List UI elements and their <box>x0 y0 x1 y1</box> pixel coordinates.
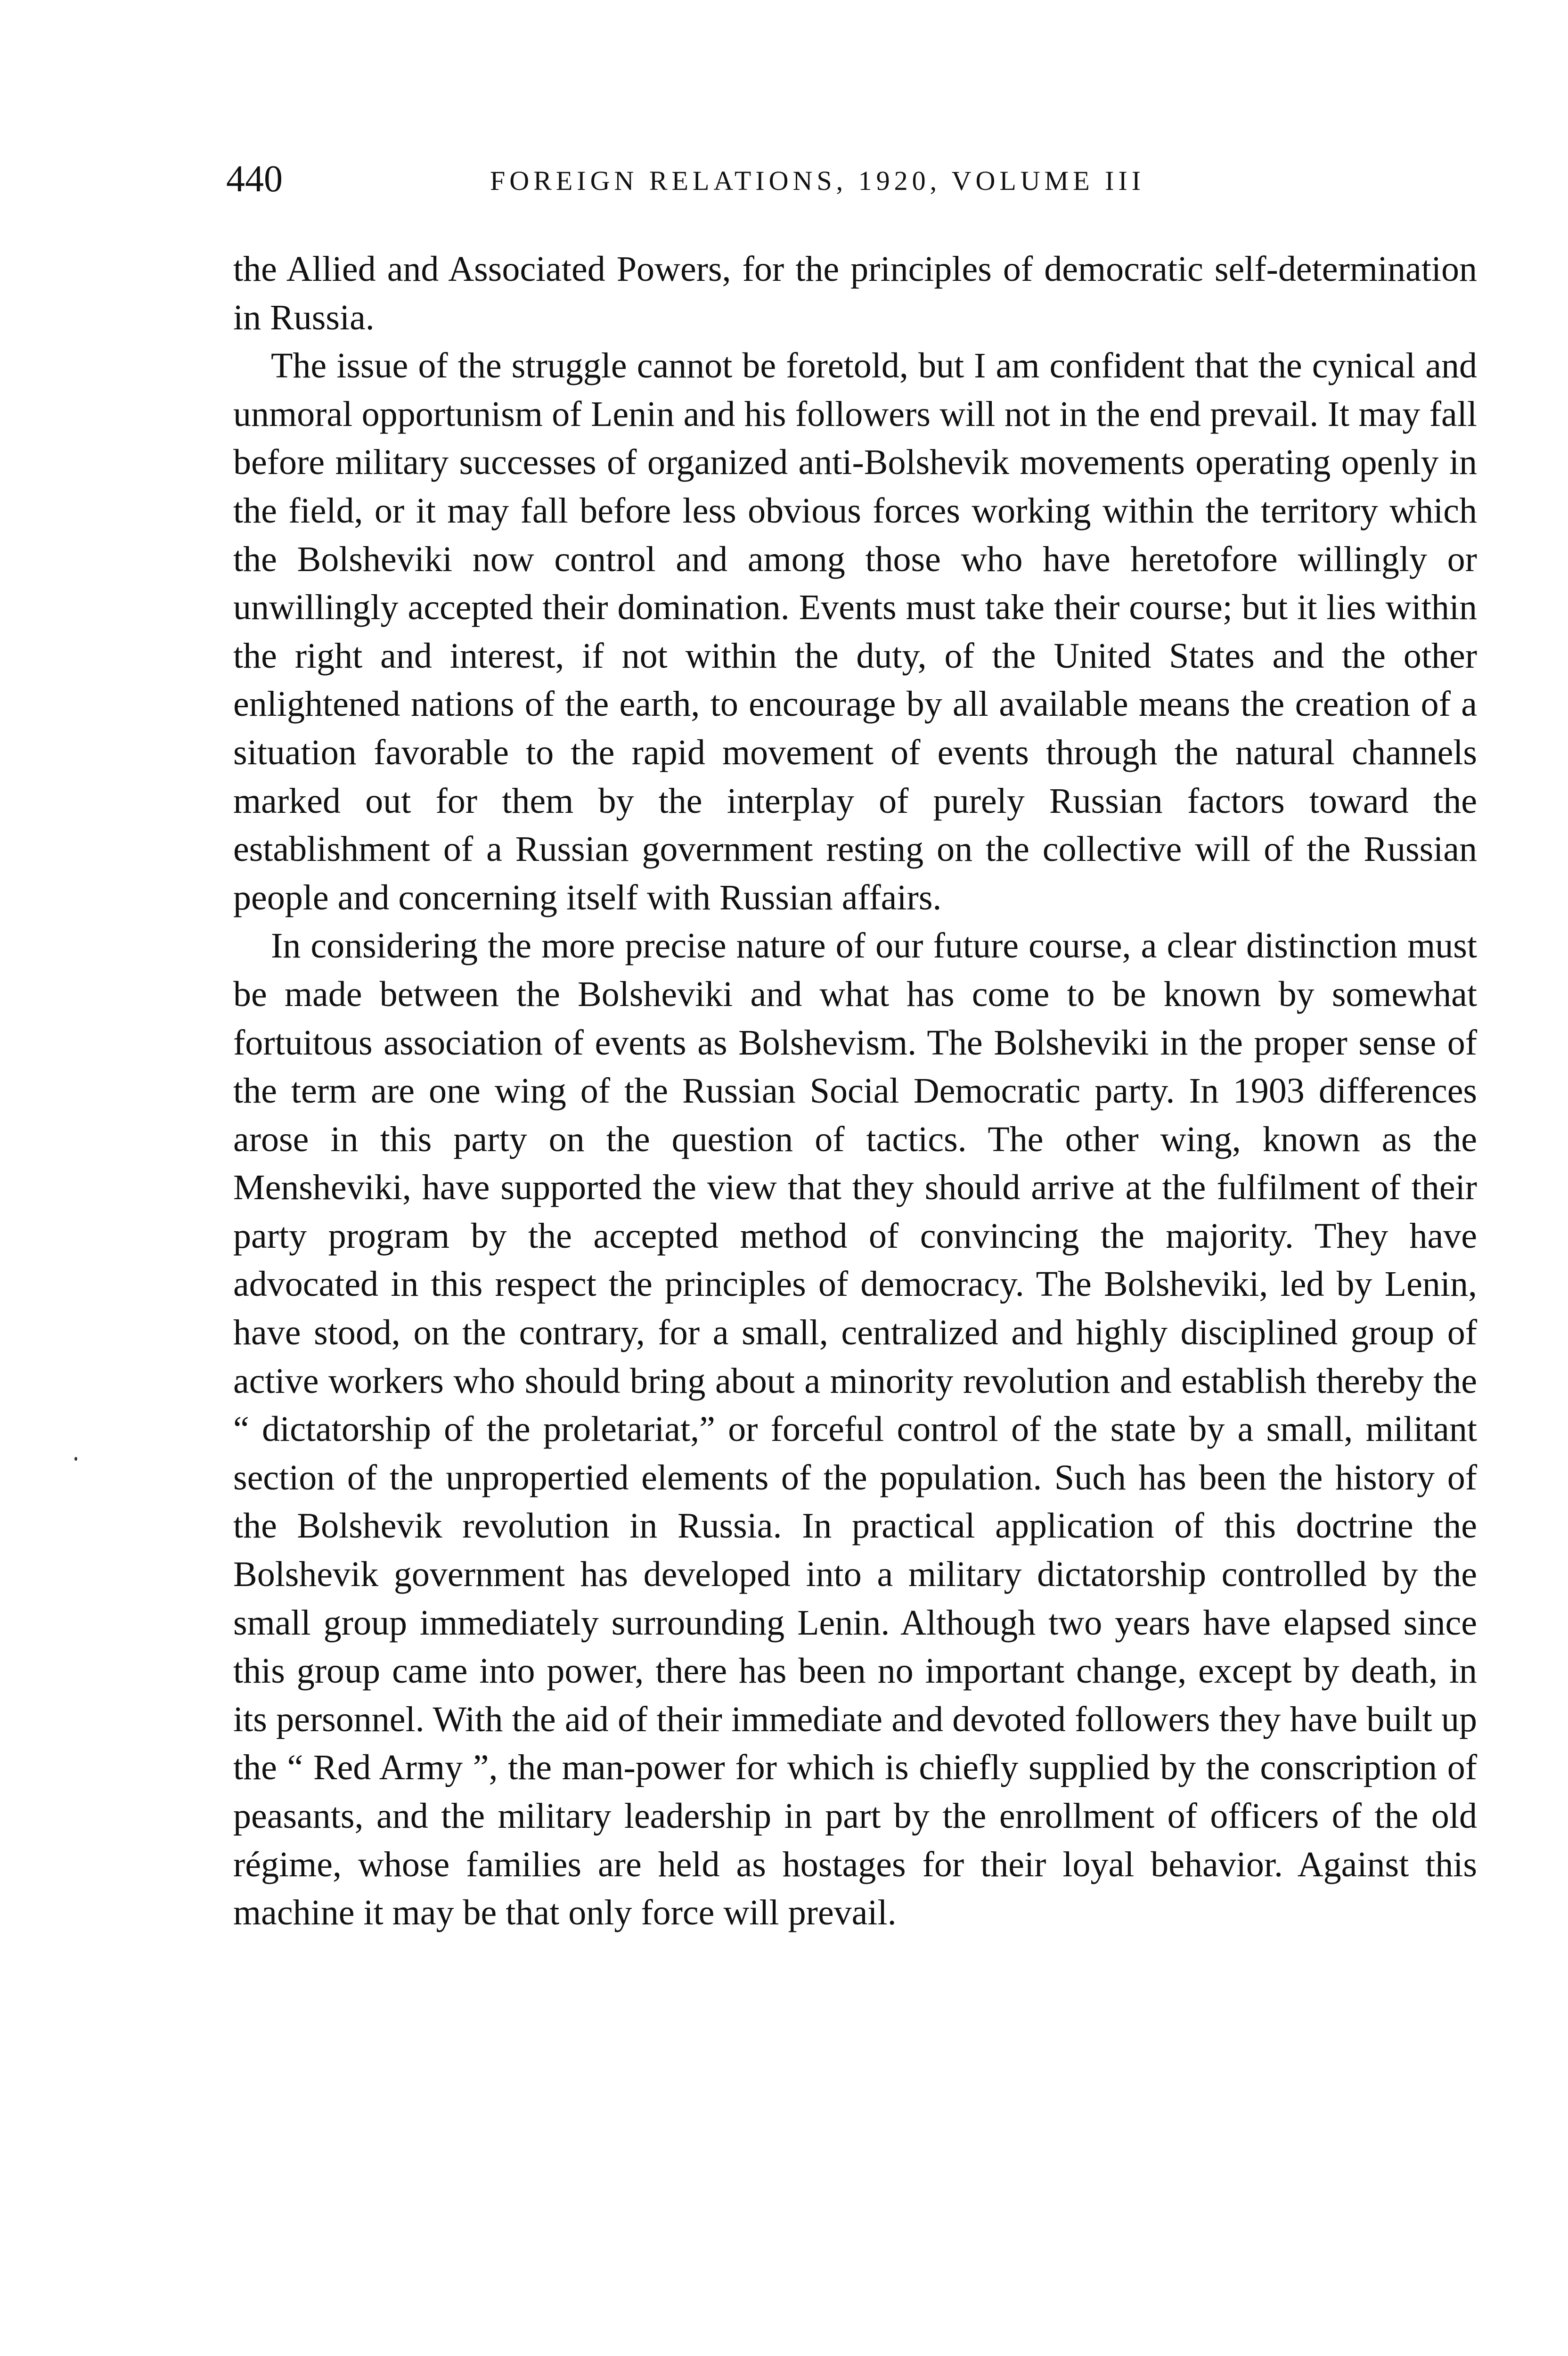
running-title: FOREIGN RELATIONS, 1920, VOLUME III <box>490 165 1145 196</box>
scan-speck <box>74 1457 77 1461</box>
body-text <box>233 245 1477 1937</box>
running-header <box>226 155 1479 217</box>
page-number: 440 <box>226 158 283 200</box>
paragraph-continued: the Allied and Associated Powers, for the principles of democratic self-determination in Russia. <box>233 249 1477 337</box>
paragraph-bolsheviki-distinction: In considering the more precise nature of our future course, a clear distinction must be made between the Bolsheviki and what has come to be known by somewhat fortuitous association of events as Bolshevism. The Bolsheviki in the proper sense of the term are one wing of the Russian Social Democratic party. In 1903 differences arose in this party on the question of tactics. The other wing, known as the Mensheviki, have supported the view that they should arrive at the fulfilment of their party program by the accepted method of convincing the majority. They have advocated in this respect the principles of democracy. The Bolsheviki, led by Lenin, have stood, on the contrary, for a small, centralized and highly disciplined group of active workers who should bring about a minority revolution and establish thereby the “ dictatorship of the proletariat,” or forceful control of the state by a small, militant section of the unpropertied elements of the population. Such has been the history of the Bolshevik revolution in Russia. In practical application of this doctrine the Bolshevik government has developed into a military dictatorship controlled by the small group immediately surrounding Lenin. Although two years have elapsed since this group came into power, there has been no important change, except by death, in its personnel. With the aid of their immediate and devoted followers they have built up the “ Red Army ”, the man-power for which is chiefly supplied by the conscription of peasants, and the military leadership in part by the enrollment of officers of the old régime, whose families are held as hostages for their loyal behavior. Against this machine it may be that only force will prevail. <box>233 926 1477 1933</box>
paragraph-struggle-outcome: The issue of the struggle cannot be foretold, but I am confident that the cynical and unmoral opportunism of Lenin and his followers will not in the end prevail. It may fall before military successes of organized anti-Bolshevik movements operating openly in the field, or it may fall before less obvious forces working within the territory which the Bolsheviki now control and among those who have heretofore willingly or unwillingly accepted their domination. Events must take their course; but it lies within the right and interest, if not within the duty, of the United States and the other enlightened nations of the earth, to encourage by all available means the creation of a situation favorable to the rapid movement of events through the natural channels marked out for them by the interplay of purely Russian factors toward the establishment of a Russian government resting on the collective will of the Russian people and concerning itself with Russian affairs. <box>233 346 1477 917</box>
